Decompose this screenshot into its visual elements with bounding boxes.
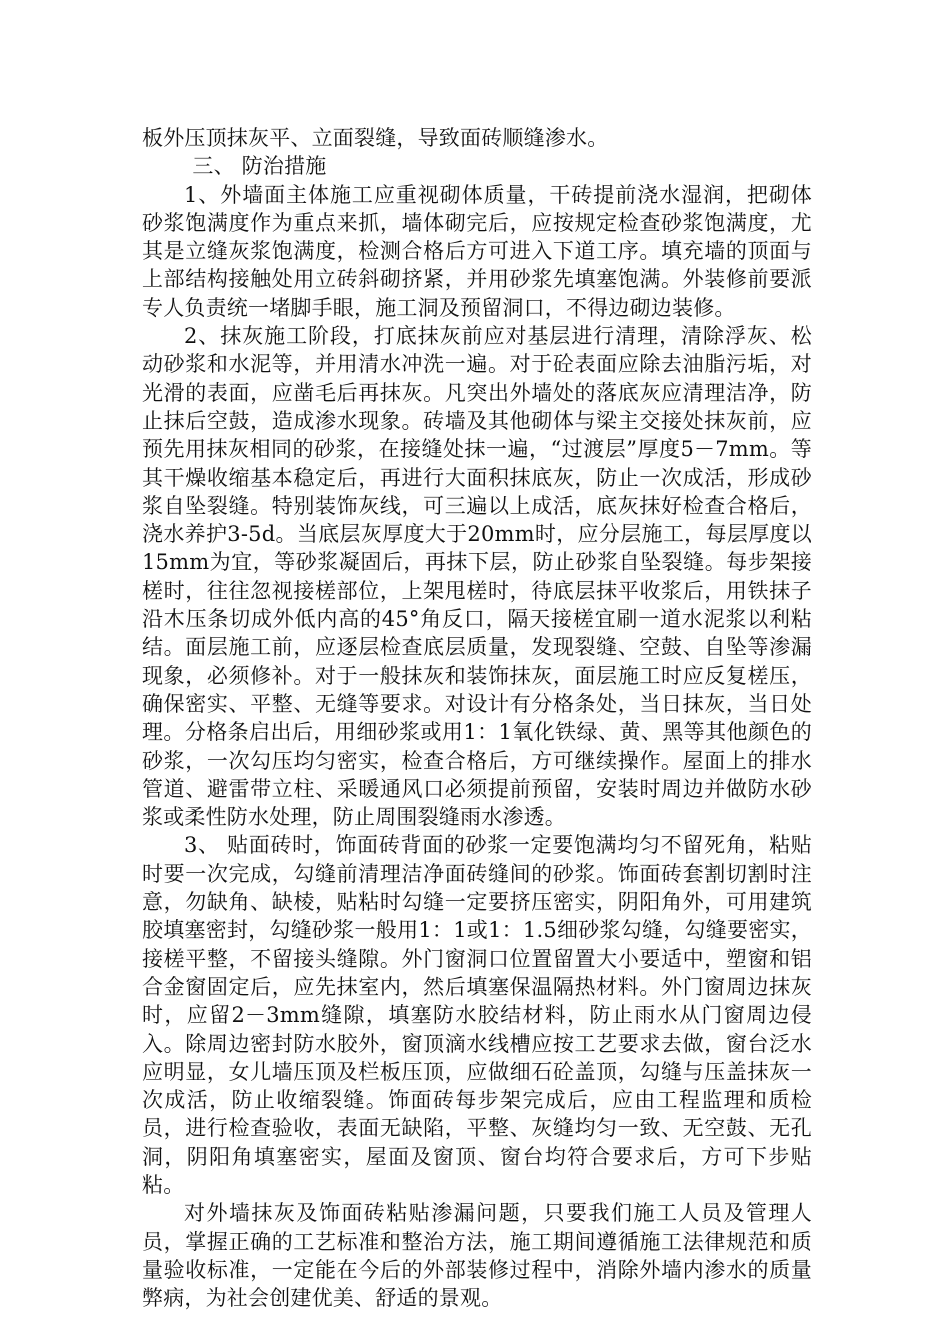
paragraph-conclusion: 对外墙抹灰及饰面砖粘贴渗漏问题，只要我们施工人员及管理人员，掌握正确的工艺标准和整治方法，施工期间遵循施工法律规范和质量验收标准，一定能在今后的外部装修过程中，消除外墙内渗水的质量弊病，为社会创建优美、舒适的景观。 bbox=[142, 1201, 812, 1311]
paragraph-measure-2: 2、抹灰施工阶段，打底抹灰前应对基层进行清理，清除浮灰、松动砂浆和水泥等，并用清水冲洗一遍。对于砼表面应除去油脂污垢，对光滑的表面，应凿毛后再抹灰。凡突出外墙处的落底灰应清理洁净，防止抹后空鼓，造成渗水现象。砖墙及其他砌体与梁主交接处抹灰前，应预先用抹灰相同的砂浆，在接缝处抹一遍，“过渡层”厚度5－7mm。等其干燥收缩基本稳定后，再进行大面积抹底灰，防止一次成活，形成砂浆自坠裂缝。特别装饰灰线，可三遍以上成活，底灰抹好检查合格后，浇水养护3-5d。当底层灰厚度大于20mm时，应分层施工，每层厚度以15mm为宜，等砂浆凝固后，再抹下层，防止砂浆自坠裂缝。每步架接槎时，往往忽视接槎部位，上架甩槎时，待底层抹平收浆后，用铁抹子沿木压条切成外低内高的45°角反口，隔天接槎宜刷一道水泥浆以利粘结。面层施工前，应逐层检查底层质量，发现裂缝、空鼓、自坠等渗漏现象，必须修补。对于一般抹灰和装饰抹灰，面层施工时应反复槎压，确保密实、平整、无缝等要求。对设计有分格条处，当日抹灰，当日处理。分格条启出后，用细砂浆或用1：1氧化铁绿、黄、黑等其他颜色的砂浆，一次勾压均匀密实，检查合格后，方可继续操作。屋面上的排水管道、避雷带立柱、采暖通风口必须提前预留，安装时周边并做防水砂浆或柔性防水处理，防止周围裂缝雨水渗透。 bbox=[142, 324, 812, 830]
paragraph-measure-1: 1、外墙面主体施工应重视砌体质量，干砖提前浇水湿润，把砌体砂浆饱满度作为重点来抓，墙体砌完后，应按规定检查砂浆饱满度，尤其是立缝灰浆饱满度，检测合格后方可进入下道工序。填充墙的顶面与上部结构接触处用立砖斜砌挤紧，并用砂浆先填塞饱满。外装修前要派专人负责统一堵脚手眼，施工洞及预留洞口，不得边砌边装修。 bbox=[142, 182, 812, 320]
section-heading-prevention-measures: 三、 防治措施 bbox=[192, 154, 327, 179]
paragraph-continuation: 板外压顶抹灰平、立面裂缝，导致面砖顺缝渗水。 bbox=[142, 126, 609, 150]
document-body bbox=[142, 124, 812, 1312]
paragraph-measure-3: 3、 贴面砖时，饰面砖背面的砂浆一定要饱满均匀不留死角，粘贴时要一次完成，勾缝前清理洁净面砖缝间的砂浆。饰面砖套割切割时注意，勿缺角、缺棱，贴粘时勾缝一定要挤压密实，阴阳角外，可用建筑胶填塞密封，勾缝砂浆一般用1：1或1：1.5细砂浆勾缝，勾缝要密实，接槎平整，不留接头缝隙。外门窗洞口位置留置大小要适中，塑窗和铝合金窗固定后，应先抹室内，然后填塞保温隔热材料。外门窗周边抹灰时，应留2－3mm缝隙，填塞防水胶结材料，防止雨水从门窗周边侵入。除周边密封防水胶外，窗顶滴水线槽应按工艺要求去做，窗台泛水应明显，女儿墙压顶及栏板压顶，应做细石砼盖顶，勾缝与压盖抹灰一次成活，防止收缩裂缝。饰面砖每步架完成后，应由工程监理和质检员，进行检查验收，表面无缺陷，平整、灰缝均匀一致、无空鼓、无孔洞，阴阳角填塞密实，屋面及窗顶、窗台均符合要求后，方可下步贴粘。 bbox=[142, 833, 812, 1197]
